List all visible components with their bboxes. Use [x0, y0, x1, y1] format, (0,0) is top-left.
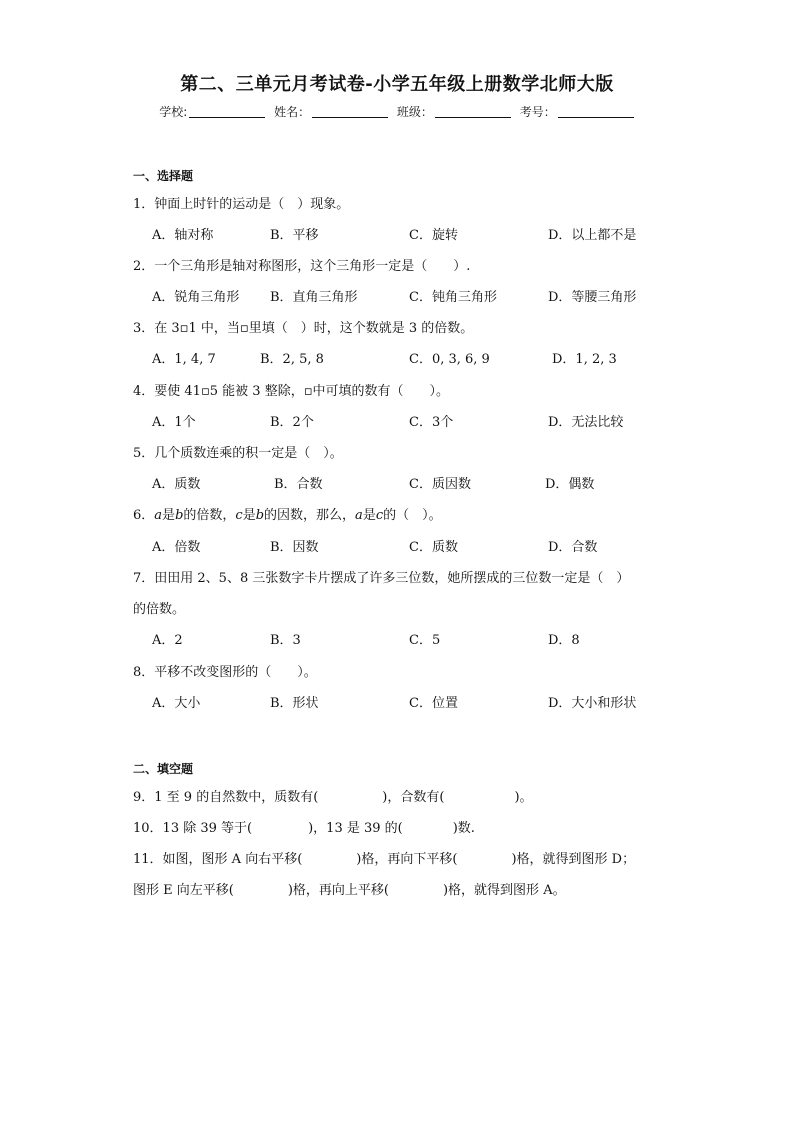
- school-label: 学校:: [159, 105, 188, 119]
- section-choice-title: 一、选择题: [133, 169, 194, 183]
- question-8-stem: 8．平移不改变图形的（ ）。: [133, 665, 317, 680]
- q6-option-b: B．因数: [270, 540, 319, 555]
- q5-option-d: D．偶数: [545, 477, 595, 492]
- q8-option-d: D．大小和形状: [548, 696, 637, 711]
- question-3-options: [152, 348, 712, 366]
- question-1-stem: 1．钟面上时针的运动是（ ）现象。: [133, 197, 350, 212]
- q4-option-b: B．2个: [270, 415, 314, 430]
- q2-option-c: C．钝角三角形: [409, 290, 497, 305]
- section-fill-title: 二、填空题: [133, 762, 194, 776]
- q2-option-a: A．锐角三角形: [152, 290, 240, 305]
- q7-option-c: C．5: [409, 633, 441, 648]
- q6-option-d: D．合数: [548, 540, 598, 555]
- question-5-stem: 5．几个质数连乘的积一定是（ ）。: [133, 446, 343, 461]
- q1-option-d: D．以上都不是: [548, 228, 637, 243]
- q8-option-c: C．位置: [409, 696, 458, 711]
- question-6-options: [152, 536, 712, 554]
- page-title: 第二、三单元月考试卷-小学五年级上册数学北师大版: [180, 74, 614, 95]
- question-3-stem: 3．在 3▫1 中，当▫里填（ ）时，这个数就是 3 的倍数。: [133, 321, 474, 336]
- class-blank[interactable]: [435, 105, 511, 118]
- q7-option-b: B．3: [270, 633, 301, 648]
- q7-option-d: D．8: [548, 633, 580, 648]
- name-label: 姓名：: [274, 105, 311, 119]
- q3-option-c: C．0, 3, 6, 9: [409, 352, 490, 367]
- q8-option-a: A．大小: [152, 696, 201, 711]
- q7-option-a: A．2: [152, 633, 183, 648]
- question-4-stem: 4．要使 41▫5 能被 3 整除，▫中可填的数有（ ）。: [133, 384, 450, 399]
- q3-option-b: B．2, 5, 8: [260, 352, 324, 367]
- question-10: 10．13 除 39 等于( )，13 是 39 的( )数.: [133, 821, 475, 836]
- question-7-options: [152, 629, 712, 647]
- q5-option-c: C．质因数: [409, 477, 471, 492]
- q6-option-a: A．倍数: [152, 540, 201, 555]
- question-7-stem-continued: 的倍数。: [133, 602, 186, 617]
- q8-option-b: B．形状: [270, 696, 319, 711]
- question-11: 11．如图，图形 A 向右平移( )格，再向下平移( )格，就得到图形 D；: [133, 852, 636, 867]
- question-4-options: [152, 411, 712, 429]
- name-blank[interactable]: [312, 105, 388, 118]
- q1-option-c: C．旋转: [409, 228, 458, 243]
- exam-number-blank[interactable]: [558, 105, 634, 118]
- q5-option-b: B．合数: [274, 477, 323, 492]
- question-7-stem: 7．田田用 2、5、8 三张数字卡片摆成了许多三位数，她所摆成的三位数一定是（ ）: [133, 571, 630, 586]
- question-5-options: [152, 473, 712, 491]
- q2-option-b: B．直角三角形: [270, 290, 358, 305]
- exam-number-label: 考号：: [519, 105, 556, 119]
- q2-option-d: D．等腰三角形: [548, 290, 637, 305]
- question-2-options: [152, 286, 712, 304]
- class-label: 班级：: [396, 105, 433, 119]
- q4-option-c: C．3个: [409, 415, 454, 430]
- q1-option-b: B．平移: [270, 228, 319, 243]
- question-9: 9．1 至 9 的自然数中，质数有( )，合数有( )。: [133, 790, 533, 805]
- q4-option-d: D．无法比较: [548, 415, 624, 430]
- school-blank[interactable]: [189, 105, 265, 118]
- q1-option-a: A．轴对称: [152, 228, 214, 243]
- question-2-stem: 2．一个三角形是轴对称图形，这个三角形一定是（ ）.: [133, 259, 471, 274]
- question-6-stem: 6．a是b的倍数，c是b的因数，那么，a是c的（ ）。: [133, 508, 442, 523]
- q5-option-a: A．质数: [152, 477, 201, 492]
- question-11-continued: 图形 E 向左平移( )格，再向上平移( )格，就得到图形 A。: [133, 883, 566, 898]
- q3-option-a: A．1, 4, 7: [152, 352, 216, 367]
- question-1-options: [152, 224, 712, 242]
- q6-option-c: C．质数: [409, 540, 458, 555]
- student-info-line: [0, 103, 794, 120]
- question-8-options: [152, 692, 712, 710]
- q3-option-d: D．1, 2, 3: [552, 352, 617, 367]
- q4-option-a: A．1个: [152, 415, 196, 430]
